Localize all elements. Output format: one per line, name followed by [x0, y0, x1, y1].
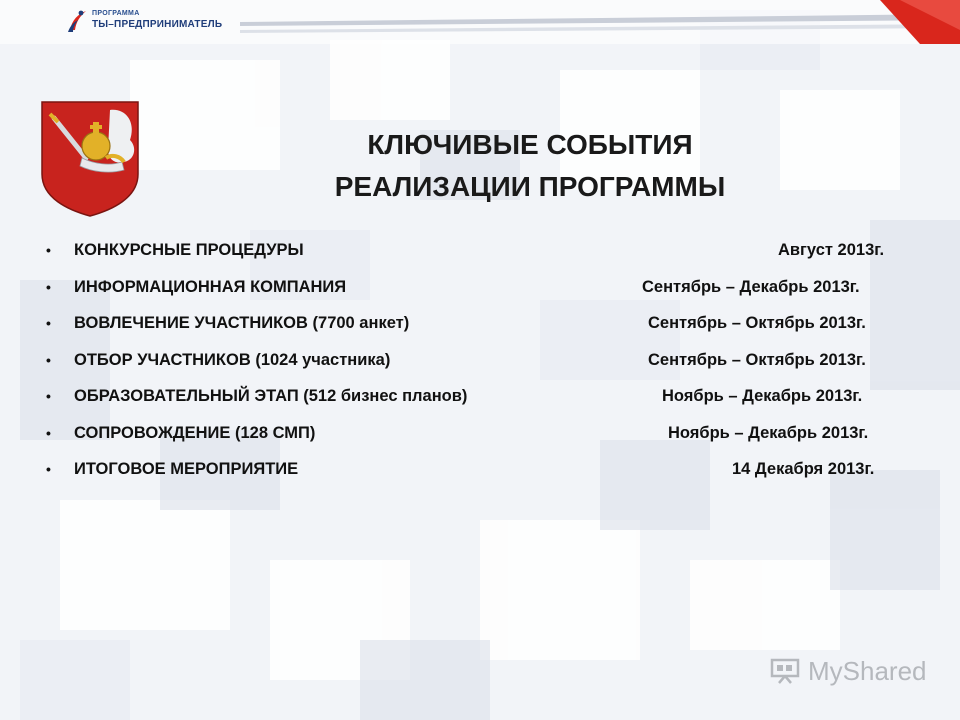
- event-date: Ноябрь – Декабрь 2013г.: [668, 423, 869, 442]
- bullet-icon: •: [46, 315, 51, 331]
- event-date: Ноябрь – Декабрь 2013г.: [662, 387, 863, 405]
- coat-of-arms-icon: [40, 100, 140, 218]
- bullet-icon: •: [46, 242, 51, 258]
- event-date: Сентябрь – Октябрь 2013г.: [648, 314, 866, 332]
- list-item: [46, 378, 926, 415]
- event-label: ИТОГОВОЕ МЕРОПРИЯТИЕ: [74, 460, 299, 478]
- event-date: 14 Декабря 2013г.: [732, 460, 875, 478]
- logo-caption: ПРОГРАММА: [92, 10, 140, 17]
- bullet-icon: •: [46, 424, 51, 441]
- event-label: ОБРАЗОВАТЕЛЬНЫЙ ЭТАП (512 бизнес планов): [74, 387, 468, 405]
- presentation-board-icon: [770, 658, 800, 684]
- title-line-2: РЕАЛИЗАЦИИ ПРОГРАММЫ: [334, 171, 726, 202]
- event-label: КОНКУРСНЫЕ ПРОЦЕДУРЫ: [74, 241, 304, 259]
- event-label: ИНФОРМАЦИОННАЯ КОМПАНИЯ: [74, 277, 347, 296]
- program-logo: [66, 6, 226, 36]
- list-item: [46, 305, 926, 342]
- bullet-icon: •: [46, 388, 51, 404]
- watermark-logo: [770, 654, 930, 690]
- event-label: ОТБОР УЧАСТНИКОВ (1024 участника): [74, 350, 391, 369]
- bullet-icon: •: [46, 351, 51, 368]
- title-line-1: КЛЮЧИВЫЕ СОБЫТИЯ: [367, 129, 693, 160]
- bullet-icon: •: [46, 461, 51, 477]
- event-label: СОПРОВОЖДЕНИЕ (128 СМП): [74, 423, 316, 442]
- logo-swoosh-icon: [66, 8, 88, 34]
- logo-title: ТЫ–ПРЕДПРИНИМАТЕЛЬ: [92, 19, 223, 30]
- list-item: [46, 415, 926, 452]
- list-item: [46, 451, 926, 488]
- list-item: [46, 342, 926, 379]
- watermark-text: MyShared: [808, 656, 927, 686]
- event-label: ВОВЛЕЧЕНИЕ УЧАСТНИКОВ (7700 анкет): [74, 314, 410, 332]
- event-date: Август 2013г.: [778, 241, 885, 259]
- events-list: [46, 232, 926, 488]
- list-item: [46, 269, 926, 306]
- bullet-icon: •: [46, 278, 51, 295]
- page-title: [290, 124, 770, 208]
- event-date: Сентябрь – Октябрь 2013г.: [648, 350, 866, 369]
- list-item: [46, 232, 926, 269]
- event-date: Сентябрь – Декабрь 2013г.: [642, 277, 860, 296]
